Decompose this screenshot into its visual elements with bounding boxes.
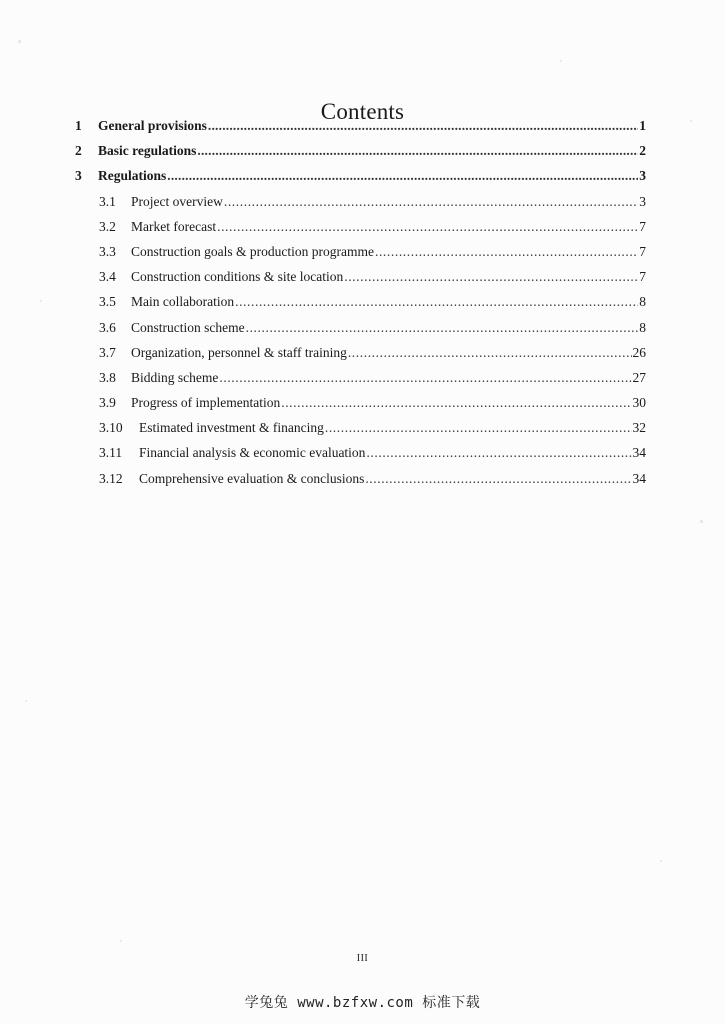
toc-leader-dots — [197, 143, 638, 159]
speckle — [700, 520, 703, 523]
toc-entry-title: Comprehensive evaluation & conclusions — [139, 470, 365, 486]
toc-entry-number: 2 — [75, 143, 82, 159]
toc-entry-title: Organization, personnel & staff training — [131, 344, 347, 360]
toc-entry-number: 3.3 — [99, 243, 116, 259]
toc-entry-number: 3.5 — [99, 294, 116, 310]
toc-leader-dots — [224, 194, 638, 210]
toc-entry-title: Construction goals & production programme — [131, 243, 374, 259]
toc-entry-page: 8 — [639, 319, 646, 335]
toc-leader-dots — [219, 370, 631, 386]
page-number: III — [356, 953, 369, 964]
toc-entry[interactable] — [75, 445, 646, 470]
toc-entry-page: 34 — [632, 470, 646, 486]
toc-entry-title: Main collaboration — [131, 294, 235, 310]
toc-entry-page: 2 — [639, 143, 646, 159]
toc-entry-title: Bidding scheme — [131, 369, 219, 385]
toc-entry-title: Progress of implementation — [131, 395, 281, 411]
toc-leader-dots — [217, 219, 638, 235]
toc-entry[interactable] — [75, 118, 646, 143]
toc-entry-title: Estimated investment & financing — [139, 420, 324, 436]
toc-entry-number: 3.1 — [99, 193, 116, 209]
toc-leader-dots — [208, 118, 638, 134]
toc-leader-dots — [348, 345, 632, 361]
toc-entry-page: 3 — [639, 193, 646, 209]
toc-entry-number: 3.4 — [99, 269, 116, 285]
toc-entry-page: 30 — [632, 395, 646, 411]
toc-entry-number: 3 — [75, 168, 82, 184]
toc-entry-number: 3.12 — [99, 470, 123, 486]
toc-entry-page: 1 — [639, 118, 646, 133]
toc-entry-page: 7 — [639, 243, 646, 259]
toc-entry-title: Project overview — [131, 193, 223, 209]
toc-leader-dots — [167, 168, 638, 184]
toc-entry[interactable] — [75, 244, 646, 269]
toc-entry-page: 3 — [639, 168, 646, 184]
speckle — [25, 700, 27, 702]
toc-entry[interactable] — [75, 194, 646, 219]
toc-leader-dots — [325, 420, 632, 436]
toc-entry-title: Construction scheme — [131, 319, 245, 335]
toc-entry-title: Financial analysis & economic evaluation — [139, 445, 366, 461]
toc-entry-number: 3.8 — [99, 369, 116, 385]
toc-leader-dots — [281, 395, 631, 411]
toc-entry-title: Construction conditions & site location — [131, 269, 344, 285]
page-title: Contents — [320, 99, 405, 125]
toc-entry-title: Market forecast — [131, 218, 217, 234]
toc-entry[interactable] — [75, 294, 646, 319]
toc-entry-number: 3.6 — [99, 319, 116, 335]
toc-entry[interactable] — [75, 168, 646, 193]
toc-entry[interactable] — [75, 471, 646, 496]
toc-entry-page: 34 — [632, 445, 646, 461]
toc-entry-number: 3.10 — [99, 420, 123, 436]
toc-entry-page: 32 — [632, 420, 646, 436]
watermark-text: 学兔兔 www.bzfxw.com 标准下载 — [244, 995, 481, 1011]
toc-entry-number: 3.9 — [99, 395, 116, 411]
toc-entry[interactable] — [75, 345, 646, 370]
toc-leader-dots — [365, 471, 631, 487]
toc-leader-dots — [366, 445, 631, 461]
toc-entry[interactable] — [75, 219, 646, 244]
toc-entry-title: Basic regulations — [98, 143, 197, 159]
toc-leader-dots — [375, 244, 638, 260]
toc-leader-dots — [235, 294, 638, 310]
toc-entry[interactable] — [75, 320, 646, 345]
speckle — [40, 300, 42, 302]
toc-leader-dots — [344, 269, 638, 285]
speckle — [120, 940, 122, 942]
toc-entry-page: 8 — [639, 294, 646, 310]
toc-entry-number: 1 — [75, 118, 82, 133]
toc-entry-number: 3.11 — [99, 445, 123, 461]
toc-leader-dots — [246, 320, 639, 336]
speckle — [560, 60, 562, 62]
toc-entry-number: 3.2 — [99, 218, 116, 234]
toc-entry-page: 27 — [632, 369, 646, 385]
toc-entry-title: Regulations — [98, 168, 167, 184]
table-of-contents — [75, 118, 646, 496]
toc-entry[interactable] — [75, 269, 646, 294]
toc-entry[interactable] — [75, 395, 646, 420]
toc-entry[interactable] — [75, 420, 646, 445]
toc-entry[interactable] — [75, 370, 646, 395]
toc-entry-page: 7 — [639, 218, 646, 234]
toc-entry-number: 3.7 — [99, 344, 116, 360]
toc-entry-page: 7 — [639, 269, 646, 285]
speckle — [18, 40, 21, 43]
toc-entry-title: General provisions — [98, 118, 207, 133]
toc-entry[interactable] — [75, 143, 646, 168]
speckle — [660, 860, 662, 862]
toc-entry-page: 26 — [632, 344, 646, 360]
